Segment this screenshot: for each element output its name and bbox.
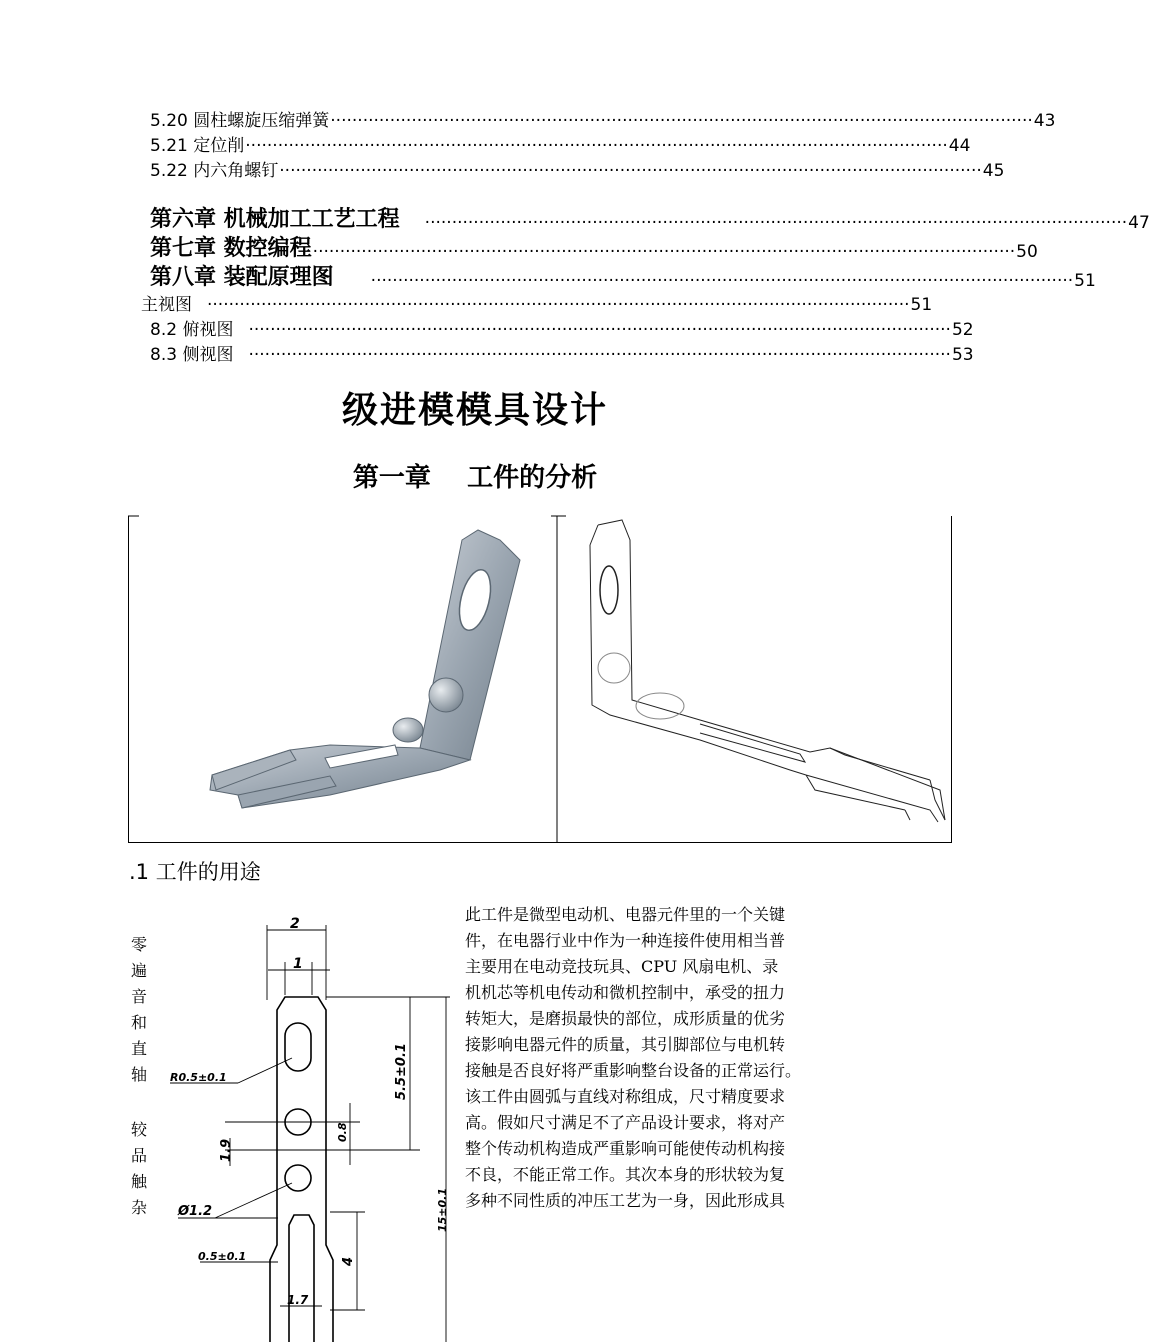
paragraph-line: 件，在电器行业中作为一种连接件使用相当普 bbox=[465, 931, 786, 950]
dim-label: 4 bbox=[341, 1256, 356, 1266]
paragraph-line: 不良，不能正常工作。其次本身的形状较为复 bbox=[465, 1165, 786, 1184]
dim-label: 0.5±0.1 bbox=[198, 1250, 247, 1263]
part-figure-frame bbox=[128, 516, 952, 843]
toc-page: 44 bbox=[948, 136, 971, 156]
toc-leader: ·································································································································· bbox=[424, 213, 1128, 233]
toc-label: 5.21 定位削 bbox=[150, 136, 245, 156]
side-char: 直 bbox=[131, 1039, 148, 1058]
side-char: 触 bbox=[131, 1172, 148, 1191]
toc-row-main-view[interactable] bbox=[141, 290, 933, 315]
toc-page: 53 bbox=[951, 345, 974, 365]
paragraph-line: 机机芯等机电传动和微机控制中，承受的扭力 bbox=[465, 983, 786, 1002]
dim-label: 0.8 bbox=[336, 1122, 349, 1142]
toc-label: 第六章 机械加工工艺工程 bbox=[150, 206, 400, 232]
toc-label: 第七章 数控编程 bbox=[150, 235, 312, 261]
dim-label: 1 bbox=[293, 956, 303, 972]
toc-label: 8.3 侧视图 bbox=[150, 345, 234, 365]
toc-leader: ·································································································································· bbox=[279, 161, 982, 181]
toc-leader: ·································································································································· bbox=[370, 271, 1074, 291]
dim-label: 2 bbox=[290, 916, 300, 932]
toc-row-chapter-6[interactable] bbox=[150, 202, 1150, 233]
toc-row-5-21[interactable] bbox=[150, 131, 971, 156]
dim-label: 15±0.1 bbox=[436, 1187, 449, 1232]
paragraph-line: 高。假如尺寸满足不了产品设计要求，将对产 bbox=[465, 1113, 786, 1132]
toc-page: 43 bbox=[1033, 111, 1056, 131]
dim-label: Ø1.2 bbox=[178, 1204, 213, 1219]
toc-page: 45 bbox=[982, 161, 1005, 181]
toc-row-chapter-7[interactable] bbox=[150, 231, 1038, 262]
side-char: 音 bbox=[131, 987, 148, 1006]
toc-page: 51 bbox=[910, 295, 933, 315]
paragraph-line: 转矩大，是磨损最快的部位，成形质量的优劣 bbox=[465, 1009, 786, 1028]
side-char: 和 bbox=[131, 1013, 148, 1032]
toc-leader: ·································································································································· bbox=[207, 295, 910, 315]
side-char: 零 bbox=[131, 935, 148, 954]
side-char: 遍 bbox=[131, 961, 148, 980]
side-char: 杂 bbox=[131, 1198, 148, 1217]
side-char: 较 bbox=[131, 1120, 148, 1139]
toc-label: 第八章 装配原理图 bbox=[150, 264, 334, 290]
toc-label: 主视图 bbox=[141, 295, 192, 315]
dim-label: 1.9 bbox=[219, 1138, 234, 1162]
paragraph-line: 接触是否良好将严重影响整台设备的正常运行。 bbox=[465, 1061, 802, 1080]
toc-row-5-20[interactable] bbox=[150, 106, 1056, 131]
toc-row-8-2[interactable] bbox=[150, 315, 974, 340]
toc-leader: ·································································································································· bbox=[312, 242, 1016, 262]
section-heading: .1 工件的用途 bbox=[129, 860, 261, 884]
toc-page: 47 bbox=[1128, 213, 1150, 233]
toc-label: 5.22 内六角螺钉 bbox=[150, 161, 279, 181]
side-char: 轴 bbox=[131, 1065, 148, 1084]
toc-page: 51 bbox=[1074, 271, 1096, 291]
paragraph-line: 整个传动机构造成严重影响可能使传动机构接 bbox=[465, 1139, 786, 1158]
paragraph-line: 主要用在电动竞技玩具、CPU 风扇电机、录 bbox=[465, 957, 779, 976]
chapter-title: 第一章 工件的分析 bbox=[352, 463, 598, 493]
paragraph-line: 接影响电器元件的质量，其引脚部位与电机转 bbox=[465, 1035, 786, 1054]
toc-leader: ·································································································································· bbox=[248, 320, 951, 340]
dim-label: R0.5±0.1 bbox=[170, 1071, 227, 1084]
dim-label: 1.7 bbox=[287, 1293, 309, 1307]
toc-page: 52 bbox=[951, 320, 974, 340]
paragraph-line: 此工件是微型电动机、电器元件里的一个关键 bbox=[465, 905, 786, 924]
toc-page: 50 bbox=[1016, 242, 1038, 262]
toc-label: 8.2 俯视图 bbox=[150, 320, 234, 340]
side-char: 品 bbox=[131, 1146, 148, 1165]
toc-row-chapter-8[interactable] bbox=[150, 260, 1096, 291]
body-paragraph bbox=[465, 902, 935, 1214]
toc-row-5-22[interactable] bbox=[150, 156, 1005, 181]
document-title: 级进模模具设计 bbox=[341, 390, 608, 431]
toc-label: 5.20 圆柱螺旋压缩弹簧 bbox=[150, 111, 330, 131]
toc-leader: ·································································································································· bbox=[245, 136, 948, 156]
toc-leader: ·································································································································· bbox=[330, 111, 1033, 131]
toc-row-8-3[interactable] bbox=[150, 340, 974, 365]
toc-leader: ·································································································································· bbox=[248, 345, 951, 365]
paragraph-line: 该工件由圆弧与直线对称组成，尺寸精度要求 bbox=[465, 1087, 786, 1106]
dim-label: 5.5±0.1 bbox=[394, 1043, 409, 1100]
paragraph-line: 多种不同性质的冲压工艺为一身，因此形成具 bbox=[465, 1191, 786, 1210]
